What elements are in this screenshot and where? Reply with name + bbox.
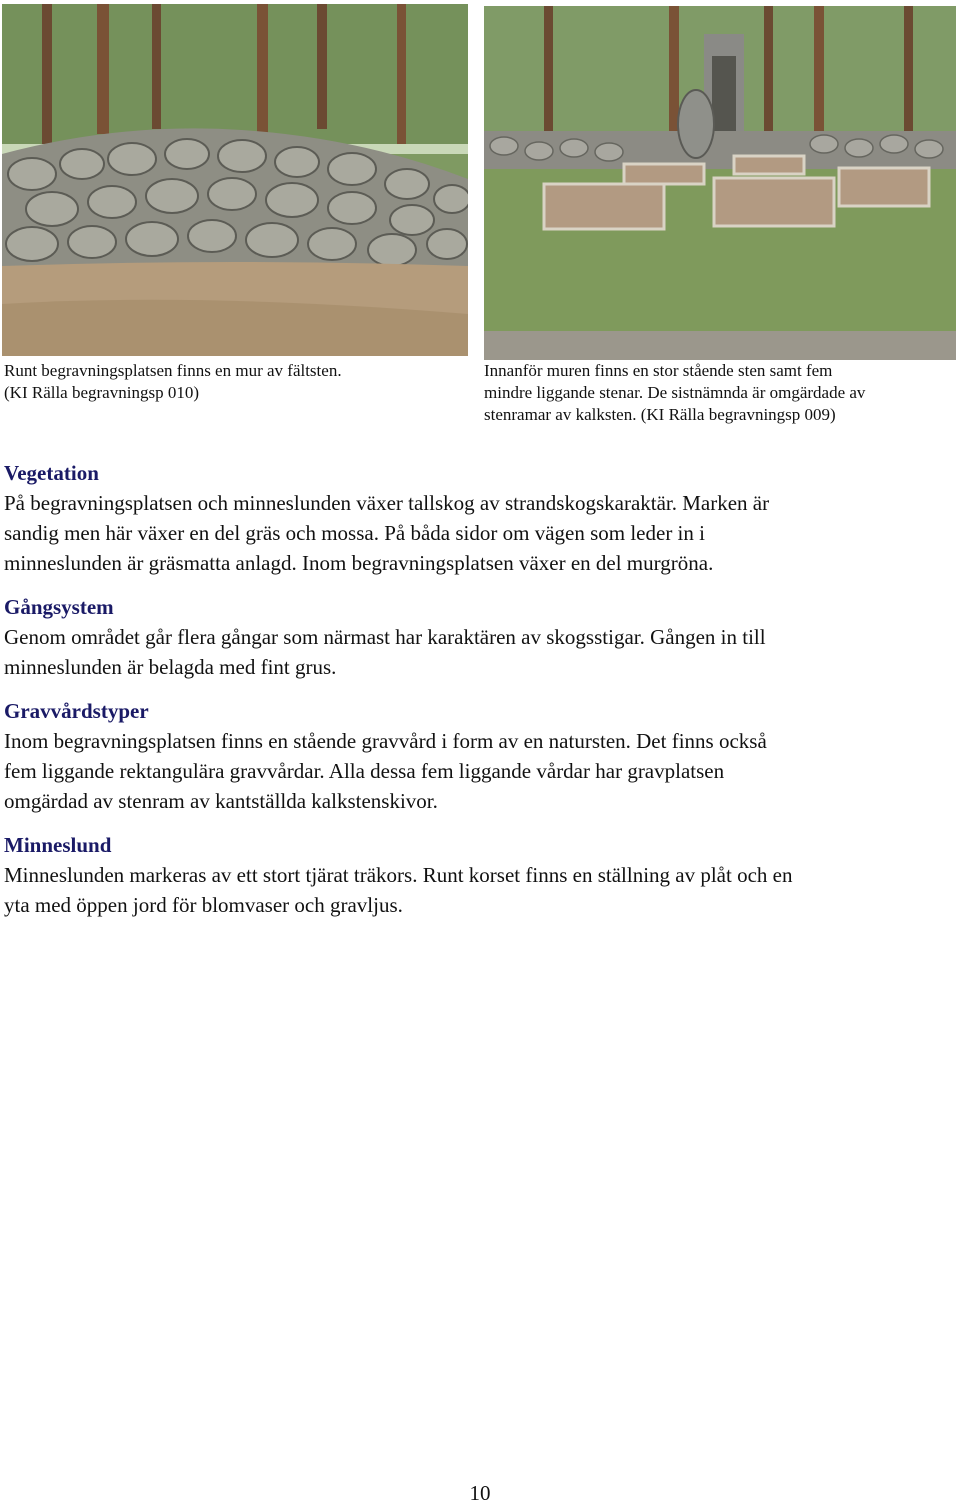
section-heading: Vegetation bbox=[4, 461, 99, 485]
section-paragraph bbox=[4, 726, 954, 816]
photo-stone-wall bbox=[2, 4, 468, 356]
section-heading: Minneslund bbox=[4, 833, 112, 857]
paragraph-line: minneslunden är belagda med fint grus. bbox=[4, 655, 337, 679]
section-gravvardstyper bbox=[4, 696, 954, 816]
paragraph-line: sandig men här växer en del gräs och mossa. På båda sidor om vägen som leder in i bbox=[4, 521, 705, 545]
section-paragraph bbox=[4, 860, 954, 920]
paragraph-line: minneslunden är gräsmatta anlagd. Inom begravningsplatsen växer en del murgröna. bbox=[4, 551, 714, 575]
paragraph-line: Minneslunden markeras av ett stort tjärat träkors. Runt korset finns en ställning av plåt och en bbox=[4, 863, 793, 887]
caption-line: mindre liggande stenar. De sistnämnda är omgärdade av bbox=[484, 383, 866, 402]
caption-line: stenramar av kalksten. (KI Rälla begravningsp 009) bbox=[484, 405, 836, 424]
section-gangsystem bbox=[4, 592, 954, 682]
paragraph-line: yta med öppen jord för blomvaser och gravljus. bbox=[4, 893, 403, 917]
paragraph-line: På begravningsplatsen och minneslunden växer tallskog av strandskogskaraktär. Marken är bbox=[4, 491, 770, 515]
paragraph-line: Genom området går flera gångar som närmast har karaktären av skogsstigar. Gången in till bbox=[4, 625, 766, 649]
section-vegetation bbox=[4, 458, 954, 578]
section-paragraph bbox=[4, 622, 954, 682]
document-body bbox=[4, 458, 954, 934]
paragraph-line: omgärdad av stenram av kantställda kalkstenskivor. bbox=[4, 789, 438, 813]
caption-line: Runt begravningsplatsen finns en mur av fältsten. bbox=[4, 361, 342, 380]
section-heading: Gravvårdstyper bbox=[4, 699, 149, 723]
section-minneslund bbox=[4, 830, 954, 920]
caption-line: Innanför muren finns en stor stående sten samt fem bbox=[484, 361, 833, 380]
photo-burial-site bbox=[484, 6, 956, 360]
page-number: 10 bbox=[469, 1481, 491, 1505]
section-heading: Gångsystem bbox=[4, 595, 114, 619]
section-paragraph bbox=[4, 488, 954, 578]
caption-line: (KI Rälla begravningsp 010) bbox=[4, 383, 199, 402]
photo-caption-right bbox=[484, 360, 956, 426]
paragraph-line: fem liggande rektangulära gravvårdar. Alla dessa fem liggande vårdar har gravplatsen bbox=[4, 759, 725, 783]
paragraph-line: Inom begravningsplatsen finns en stående gravvård i form av en natursten. Det finns också bbox=[4, 729, 767, 753]
photo-caption-left bbox=[4, 360, 464, 404]
